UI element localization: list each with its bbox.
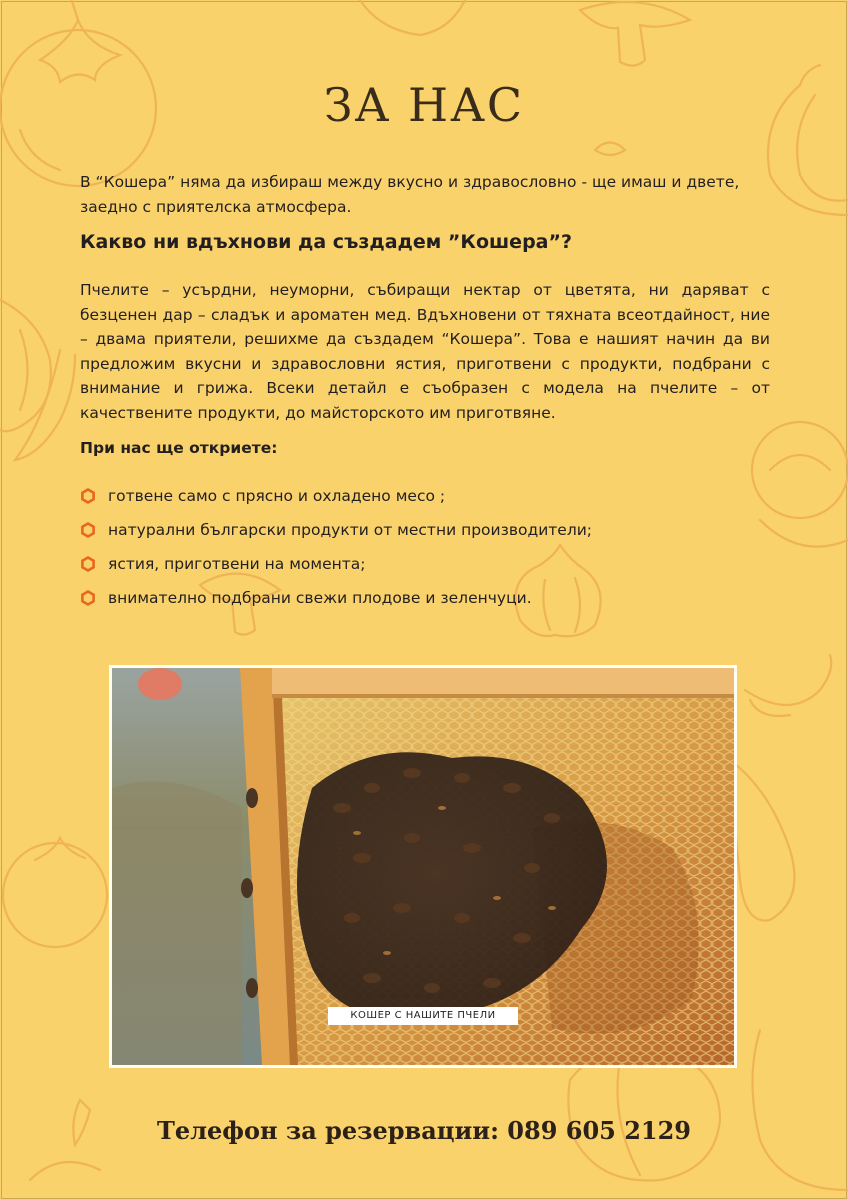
mushroom-doodle-icon: [580, 2, 690, 66]
features-list: [80, 485, 780, 621]
list-item: [80, 553, 780, 587]
leaf-small-doodle-icon: [595, 143, 625, 156]
list-item-text: натурални български продукти от местни производители;: [108, 521, 593, 539]
list-item-text: внимателно подбрани свежи плодове и зеленчуци.: [108, 589, 532, 607]
inspiration-heading: Какво ни вдъхнови да създадем ”Кошера”?: [80, 231, 572, 253]
pepper-right-doodle-icon: [745, 655, 831, 716]
hexagon-bullet-icon: [80, 556, 96, 572]
page-title: ЗА НАС: [323, 78, 525, 132]
beehive-photo-frame: [109, 665, 737, 1068]
inspiration-paragraph: Пчелите – усърдни, неуморни, събиращи нектар от цветята, ни даряват с безценен дар – сладък и ароматен мед. Вдъхновени от тяхната всеотдайност, ние – двама приятели, решихме да създадем “Кошера”. Това е нашият начин да ви предложим вкусни и здравословни ястия, приготвени с продукти, подбрани с внимание и грижа. Всеки детайл е съобразен с модела на пчелите – от качествените продукти, до майсторското им приготвяне.: [80, 281, 770, 422]
list-item-text: ястия, приготвени на момента;: [108, 555, 366, 573]
features-heading: При нас ще откриете:: [80, 439, 278, 457]
photo-caption: КОШЕР С НАШИТЕ ПЧЕЛИ: [328, 1007, 518, 1025]
list-item: [80, 485, 780, 519]
list-item: [80, 519, 780, 553]
pepper-doodle-icon: [15, 350, 75, 460]
intro-paragraph: В “Кошера” няма да избираш между вкусно и здравословно - ще имаш и двете, заедно с приятелска атмосфера.: [80, 173, 740, 216]
squash-doodle-icon: [0, 300, 51, 431]
list-item-text: готвене само с прясно и охладено месо ;: [108, 487, 446, 505]
list-item: [80, 587, 780, 621]
beehive-photo: [112, 668, 734, 1065]
tomato-bottom-doodle-icon: [3, 838, 107, 947]
bean-doodle-icon: [360, 0, 465, 35]
hexagon-bullet-icon: [80, 522, 96, 538]
hexagon-bullet-icon: [80, 590, 96, 606]
eggplant-doodle-icon: [730, 760, 795, 921]
hexagon-bullet-icon: [80, 488, 96, 504]
reservation-phone: Телефон за резервации: 089 605 2129: [156, 1116, 691, 1145]
